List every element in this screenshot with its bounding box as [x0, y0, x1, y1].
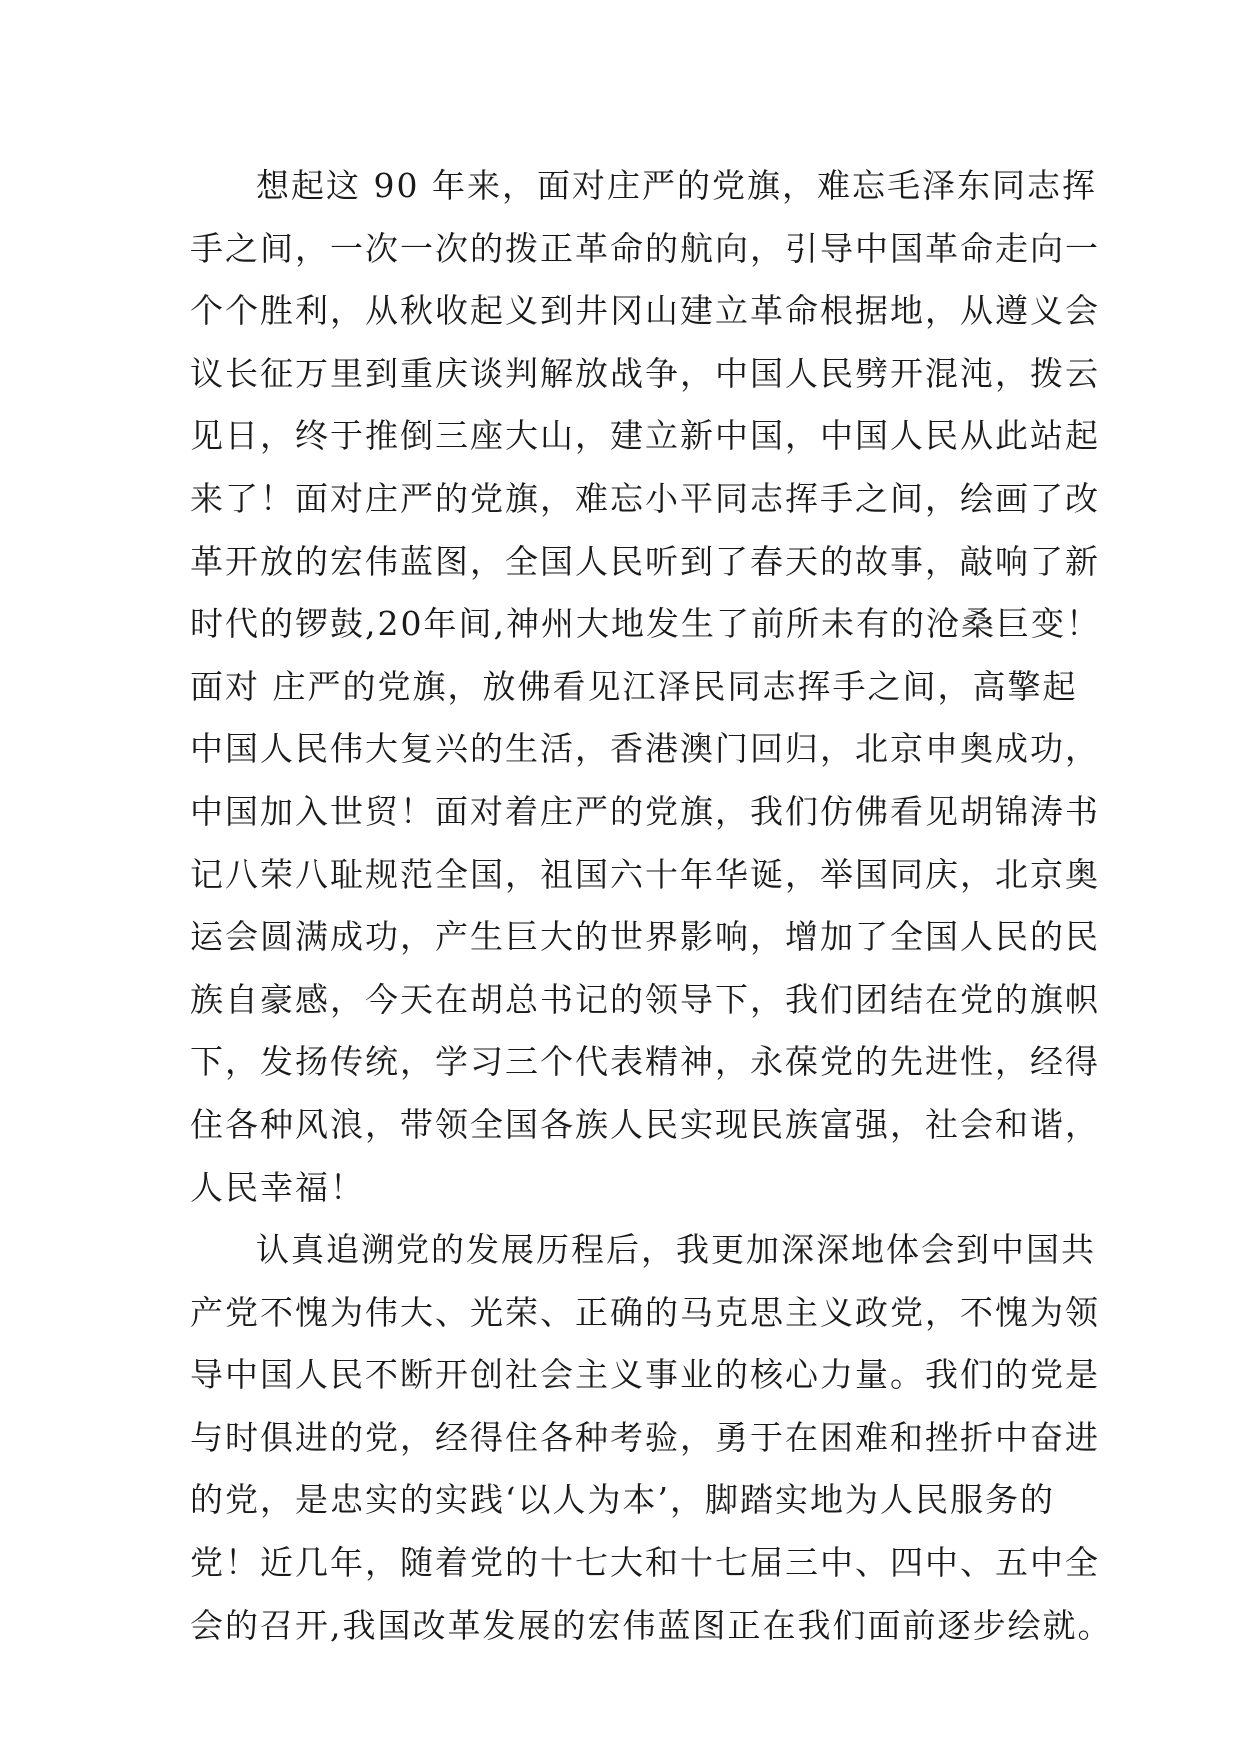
- text-line: 族自豪感，今天在胡总书记的领导下，我们团结在党的旗帜: [190, 979, 1100, 1019]
- text-line: 面对 庄严的党旗，放佛看见江泽民同志挥手之间，高擎起: [190, 666, 1078, 706]
- text-line: 个个胜利，从秋收起义到井冈山建立革命根据地，从遵义会: [190, 291, 1100, 331]
- text-line: 认真追溯党的发展历程后，我更加深深地体会到中国共: [256, 1230, 1096, 1270]
- text-line: 想起这 90 年来，面对庄严的党旗，难忘毛泽东同志挥: [256, 166, 1097, 205]
- text-line: 下，发扬传统，学习三个代表精神，永葆党的先进性，经得: [190, 1042, 1100, 1082]
- text-line: 住各种风浪，带领全国各族人民实现民族富强，社会和谐，: [190, 1104, 1100, 1144]
- paragraph-1: [190, 155, 1101, 1219]
- text-line: 中国人民伟大复兴的生活，香港澳门回归，北京申奥成功，: [190, 729, 1100, 769]
- text-line: 运会圆满成功，产生巨大的世界影响，增加了全国人民的民: [190, 917, 1100, 957]
- text-line: 见日，终于推倒三座大山，建立新中国，中国人民从此站起: [190, 416, 1100, 456]
- text-line: 产党不愧为伟大、光荣、正确的马克思主义政党，不愧为领: [190, 1292, 1100, 1332]
- text-line: 与时俱进的党，经得住各种考验，勇于在困难和挫折中奋进: [190, 1417, 1100, 1457]
- paragraph-2: [190, 1219, 1113, 1657]
- body-text: [190, 155, 1113, 1657]
- text-line: 手之间，一次一次的拨正革命的航向，引导中国革命走向一: [190, 228, 1100, 268]
- text-line: 议长征万里到重庆谈判解放战争，中国人民劈开混沌，拨云: [190, 353, 1100, 393]
- text-line: 会的召开,我国改革发展的宏伟蓝图正在我们面前逐步绘就。: [190, 1605, 1113, 1645]
- text-line: 来了！面对庄严的党旗，难忘小平同志挥手之间，绘画了改: [190, 478, 1100, 518]
- text-line: 中国加入世贸！面对着庄严的党旗，我们仿佛看见胡锦涛书: [190, 791, 1100, 831]
- text-line: 时代的锣鼓,20年间,神州大地发生了前所未有的沧桑巨变！: [190, 604, 1101, 644]
- text-line: 的党，是忠实的实践‘以人为本’，脚踏实地为人民服务的: [190, 1480, 1055, 1520]
- text-line: 记八荣八耻规范全国，祖国六十年华诞，举国同庆，北京奥: [190, 854, 1100, 894]
- text-line: 导中国人民不断开创社会主义事业的核心力量。我们的党是: [190, 1355, 1100, 1395]
- text-line: 党！近几年，随着党的十七大和十七届三中、四中、五中全: [190, 1543, 1100, 1583]
- text-line: 人民幸福！: [190, 1167, 365, 1207]
- text-line: 革开放的宏伟蓝图，全国人民听到了春天的故事，敲响了新: [190, 541, 1100, 581]
